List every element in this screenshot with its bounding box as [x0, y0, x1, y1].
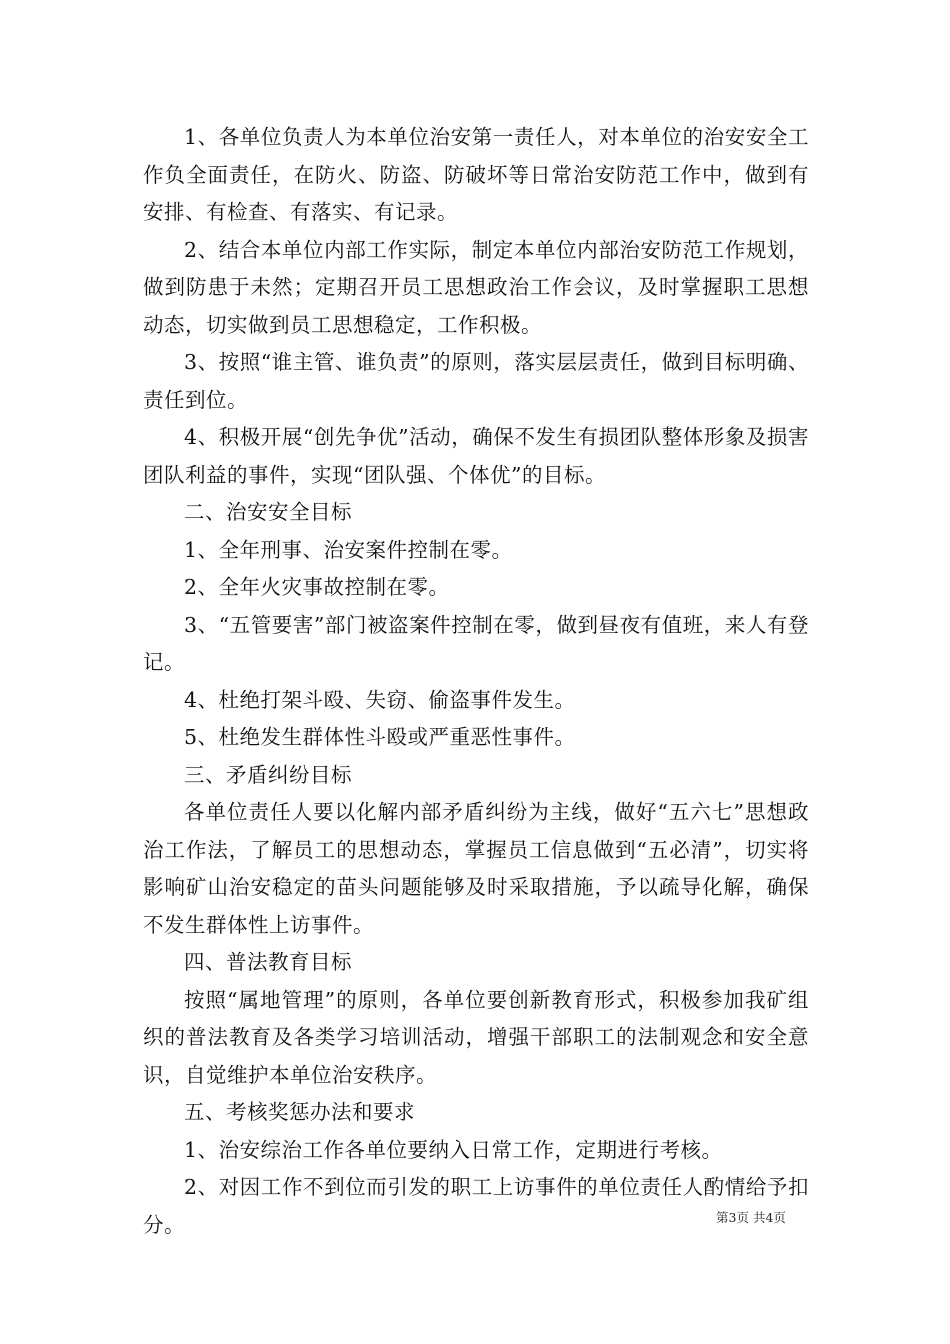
paragraph-2: 2、结合本单位内部工作实际，制定本单位内部治安防范工作规划，做到防患于未然；定期召开员工思想政治工作会议，及时掌握职工思想动态，切实做到员工思想稳定，工作积极。 [143, 237, 809, 337]
section-heading-security-goals: 二、治安安全目标 [184, 500, 352, 524]
page-footer [716, 1210, 786, 1226]
page-label-prefix: 第 [716, 1210, 729, 1225]
paragraph-10: 5、杜绝发生群体性斗殴或严重恶性事件。 [184, 725, 576, 749]
paragraph-7: 2、全年火灾事故控制在零。 [184, 575, 450, 599]
paragraph-9: 4、杜绝打架斗殴、失窃、偷盗事件发生。 [184, 687, 576, 712]
paragraph-8: 3、“五管要害”部门被盗案件控制在零，做到昼夜有值班，来人有登记。 [143, 612, 809, 674]
paragraph-16: 1、治安综治工作各单位要纳入日常工作，定期进行考核。 [184, 1137, 723, 1162]
paragraph-12: 各单位责任人要以化解内部矛盾纠纷为主线，做好“五六七”思想政治工作法，了解员工的思想动态，掌握员工信息做到“五必清”，切实将影响矿山治安稳定的苗头问题能够及时采取措施，予以疏导化解，确保不发生群体性上访事件。 [143, 800, 809, 937]
paragraph-14: 按照“属地管理”的原则，各单位要创新教育形式，积极参加我矿组织的普法教育及各类学习培训活动，增强干部职工的法制观念和安全意识，自觉维护本单位治安秩序。 [143, 987, 809, 1087]
paragraph-17: 2、对因工作不到位而引发的职工上访事件的单位责任人酌情给予扣分。 [143, 1175, 809, 1237]
paragraph-4: 4、积极开展“创先争优”活动，确保不发生有损团队整体形象及损害团队利益的事件，实现“团队强、个体优”的目标。 [143, 425, 809, 487]
section-heading-assessment: 五、考核奖惩办法和要求 [184, 1100, 415, 1124]
current-page-number: 3 [728, 1210, 737, 1225]
page-label-suffix: 页 [773, 1210, 786, 1225]
paragraph-6: 1、全年刑事、治安案件控制在零。 [184, 537, 513, 562]
paragraph-1: 1、各单位负责人为本单位治安第一责任人，对本单位的治安安全工作负全面责任，在防火、防盗、防破坏等日常治安防范工作中，做到有安排、有检查、有落实、有记录。 [143, 125, 809, 224]
section-heading-legal-education: 四、普法教育目标 [184, 950, 352, 974]
page-label-middle: 页 共 [736, 1210, 766, 1225]
section-heading-dispute-goals: 三、矛盾纠纷目标 [184, 762, 352, 787]
total-pages-number: 4 [765, 1210, 774, 1225]
document-body [143, 119, 809, 1244]
paragraph-3: 3、按照“谁主管、谁负责”的原则，落实层层责任，做到目标明确、责任到位。 [143, 350, 809, 412]
